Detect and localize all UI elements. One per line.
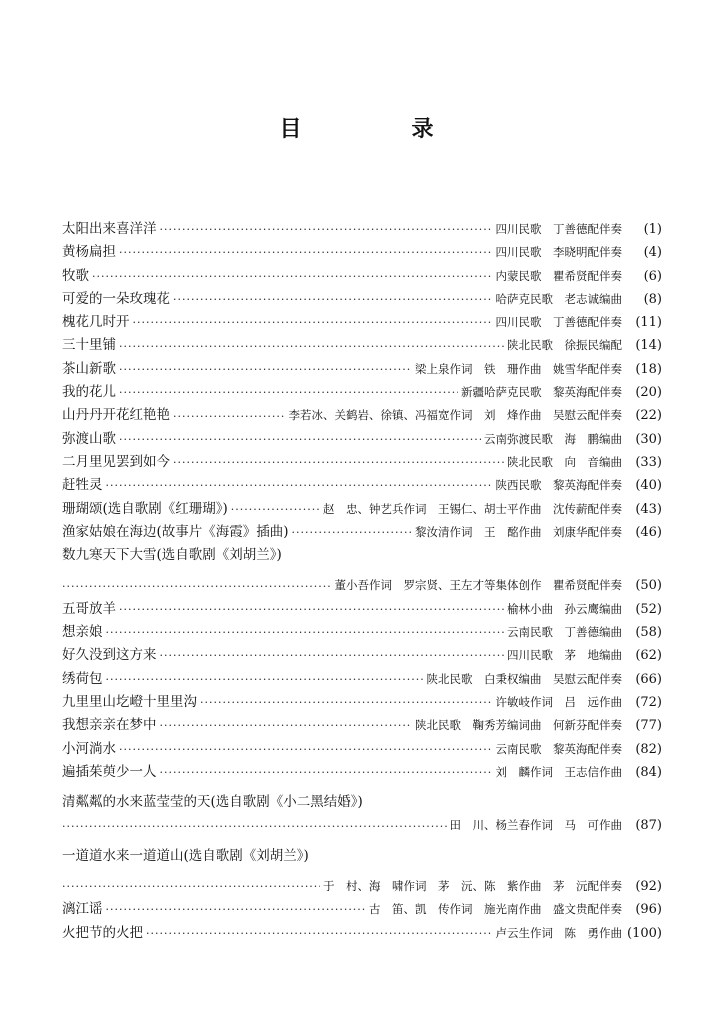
entry-title: 珊瑚颂(选自歌剧《红珊瑚》) <box>62 500 228 517</box>
dot-leader <box>146 922 493 945</box>
dot-leader <box>231 498 320 521</box>
entry-page: (58) <box>635 625 662 641</box>
toc-entry <box>62 598 662 621</box>
dot-leader <box>292 521 412 544</box>
entry-page: (20) <box>635 385 662 401</box>
toc-entry <box>62 544 662 567</box>
dot-leader <box>200 691 493 714</box>
entry-page: (77) <box>635 718 662 734</box>
toc-entry <box>62 875 662 898</box>
entry-title: 漓江谣 <box>62 901 103 918</box>
toc-entry <box>62 241 662 264</box>
toc-entry <box>62 218 662 241</box>
entry-page: (87) <box>635 818 662 834</box>
entry-title: 遍插茱萸少一人 <box>62 763 157 780</box>
entry-credits: 内蒙民歌 瞿希贤配伴奏 <box>495 268 622 283</box>
dot-leader <box>173 288 493 311</box>
dot-leader <box>62 875 320 898</box>
toc-entry <box>62 404 662 427</box>
entry-credits: 古 笛、凯 传作词 施光南作曲 盛文贵配伴奏 <box>369 902 622 917</box>
entry-title: 我想亲亲在梦中 <box>62 717 157 734</box>
entry-title: 可爱的一朵玫瑰花 <box>62 290 170 307</box>
entry-credits: 陕西民歌 黎英海配伴奏 <box>495 478 622 493</box>
entry-page: (22) <box>635 408 662 424</box>
entry-page: (82) <box>635 741 662 757</box>
entry-page: (72) <box>635 694 662 710</box>
dot-leader <box>62 815 447 838</box>
toc-entry <box>62 845 662 868</box>
entry-page: (62) <box>635 648 662 664</box>
entry-credits: 四川民歌 李晓明配伴奏 <box>495 245 622 260</box>
entry-credits: 赵 忠、钟艺兵作词 王锡仁、胡士平作曲 沈传薪配伴奏 <box>323 501 622 516</box>
entry-title: 弥渡山歌 <box>62 430 116 447</box>
dot-leader <box>160 714 413 737</box>
entry-page: (40) <box>635 478 662 494</box>
entry-title: 绣荷包 <box>62 670 103 687</box>
toc-entry <box>62 265 662 288</box>
entry-title: 想亲娘 <box>62 624 103 641</box>
entry-title: 太阳出来喜洋洋 <box>62 221 157 237</box>
dot-leader <box>119 241 493 264</box>
entry-title: 我的花儿 <box>62 384 116 401</box>
entry-page: (4) <box>643 245 662 261</box>
entry-credits: 陕北民歌 向 音编曲 <box>507 454 622 469</box>
entry-credits: 许敏岐作词 吕 远作曲 <box>495 694 622 709</box>
entry-title: 黄杨扁担 <box>62 244 116 261</box>
entry-page: (92) <box>635 879 662 895</box>
entry-page: (43) <box>635 501 662 517</box>
entry-page: (33) <box>635 454 662 470</box>
entry-title: 牧歌 <box>62 267 89 284</box>
entry-credits: 陕北民歌 鞠秀芳编词曲 何新芬配伴奏 <box>415 718 622 733</box>
toc-entry <box>62 691 662 714</box>
entry-credits: 哈萨克民歌 老志诚编曲 <box>495 291 622 306</box>
entry-page: (50) <box>635 578 662 594</box>
dot-leader <box>119 428 481 451</box>
dot-leader <box>160 644 505 667</box>
entry-credits: 云南民歌 黎英海配伴奏 <box>495 741 622 756</box>
dot-leader <box>119 598 504 621</box>
dot-leader <box>92 265 493 288</box>
entry-credits: 四川民歌 丁善德配伴奏 <box>495 315 622 330</box>
toc-entry <box>62 451 662 474</box>
entry-page: (6) <box>643 268 662 284</box>
toc-entry <box>62 714 662 737</box>
dot-leader <box>133 311 493 334</box>
entry-page: (96) <box>635 902 662 918</box>
toc-entry <box>62 381 662 404</box>
entry-credits: 陕北民歌 徐振民编配 <box>507 338 622 353</box>
entry-credits: 四川民歌 丁善德配伴奏 <box>495 222 622 236</box>
entry-credits: 陕北民歌 白秉权编曲 吴慰云配伴奏 <box>426 671 622 686</box>
toc-entry <box>62 761 662 784</box>
toc-entry <box>62 358 662 381</box>
entry-title: 火把节的火把 <box>62 924 143 941</box>
toc-entry <box>62 738 662 761</box>
entry-title: 二月里见罢到如今 <box>62 453 170 470</box>
entry-title: 渔家姑娘在海边(故事片《海霞》插曲) <box>62 523 289 540</box>
entry-credits: 董小吾作词 罗宗贤、王左才等集体创作 瞿希贤配伴奏 <box>334 578 622 593</box>
entry-credits: 李若冰、关鹤岩、徐镇、冯福宽作词 刘 烽作曲 吴慰云配伴奏 <box>288 408 622 423</box>
toc-entry <box>62 791 662 814</box>
entry-credits: 田 川、杨兰春作词 马 可作曲 <box>449 818 622 833</box>
entry-credits: 卢云生作词 陈 勇作曲 <box>495 925 622 940</box>
dot-leader <box>173 405 286 428</box>
entry-credits: 四川民歌 茅 地编曲 <box>507 648 622 663</box>
entry-title: 赶牲灵 <box>62 477 103 494</box>
entry-title: 九里里山圪嶝十里里沟 <box>62 693 197 710</box>
toc-entry <box>62 814 662 837</box>
entry-title: 一道道水来一道道山(选自歌剧《刘胡兰》) <box>62 847 309 864</box>
toc-entry <box>62 574 662 597</box>
entry-title: 清粼粼的水来蓝莹莹的天(选自歌剧《小二黑结婚》) <box>62 794 363 811</box>
dot-leader <box>119 358 412 381</box>
toc-entry <box>62 288 662 311</box>
dot-leader <box>106 668 424 691</box>
entry-credits: 黎汝清作词 王 酩作曲 刘康华配伴奏 <box>415 524 622 539</box>
dot-leader <box>119 381 458 404</box>
toc-entry <box>62 898 662 921</box>
page-title: 目 录 <box>279 117 478 142</box>
entry-credits: 新疆哈萨克民歌 黎英海配伴奏 <box>461 385 622 400</box>
entry-title: 好久没到这方来 <box>62 647 157 664</box>
dot-leader <box>62 575 332 598</box>
dot-leader <box>106 621 505 644</box>
toc-entry <box>62 621 662 644</box>
dot-leader <box>119 335 504 358</box>
toc-entry <box>62 521 662 544</box>
dot-leader <box>160 218 493 241</box>
dot-leader <box>173 451 504 474</box>
entry-credits: 梁上泉作词 铁 珊作曲 姚雪华配伴奏 <box>415 361 622 376</box>
toc-entry <box>62 428 662 451</box>
entry-page: (46) <box>635 524 662 540</box>
entry-page: (52) <box>635 601 662 617</box>
dot-leader <box>106 474 493 497</box>
entry-page: (84) <box>635 764 662 780</box>
entry-title: 五哥放羊 <box>62 600 116 617</box>
toc-entry <box>62 498 662 521</box>
entry-title: 山丹丹开花红艳艳 <box>62 407 170 424</box>
entry-page: (11) <box>635 315 662 331</box>
dot-leader <box>106 898 367 921</box>
entry-page: (66) <box>635 671 662 687</box>
entry-page: (30) <box>635 431 662 447</box>
toc-entry <box>62 334 662 357</box>
entry-page: (100) <box>627 925 662 941</box>
dot-leader <box>119 738 493 761</box>
toc-entry <box>62 922 662 945</box>
table-of-contents <box>62 218 662 945</box>
entry-credits: 于 村、海 啸作词 茅 沅、陈 紫作曲 茅 沅配伴奏 <box>323 879 622 894</box>
dot-leader <box>160 761 493 784</box>
entry-title: 数九寒天下大雪(选自歌剧《刘胡兰》) <box>62 547 282 564</box>
entry-credits: 云南民歌 丁善德编曲 <box>507 625 622 640</box>
entry-credits: 刘 麟作词 王志信作曲 <box>495 764 622 779</box>
entry-page: (1) <box>643 222 662 237</box>
toc-entry <box>62 311 662 334</box>
entry-page: (18) <box>635 361 662 377</box>
entry-title: 小河淌水 <box>62 740 116 757</box>
entry-page: (14) <box>635 338 662 354</box>
entry-credits: 榆林小曲 孙云鹰编曲 <box>507 601 622 616</box>
toc-entry <box>62 474 662 497</box>
entry-title: 茶山新歌 <box>62 360 116 377</box>
entry-page: (8) <box>643 291 662 307</box>
toc-entry <box>62 644 662 667</box>
entry-title: 三十里铺 <box>62 337 116 354</box>
toc-entry <box>62 668 662 691</box>
entry-credits: 云南弥渡民歌 海 鹏编曲 <box>484 431 622 446</box>
entry-title: 槐花几时开 <box>62 314 130 331</box>
